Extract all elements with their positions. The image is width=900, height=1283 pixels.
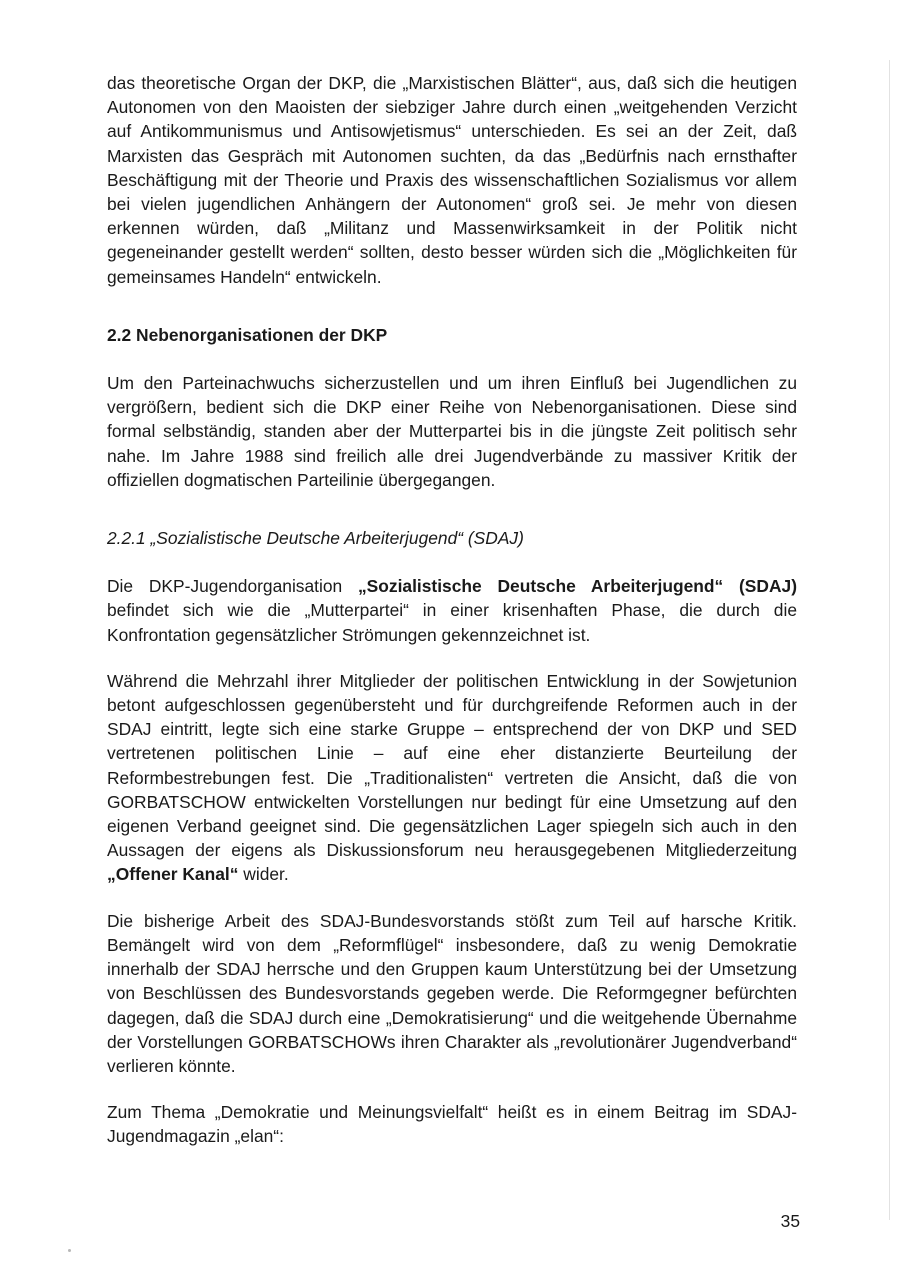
text-segment: Die DKP-Jugendorganisation <box>107 576 358 597</box>
text-segment: Während die Mehrzahl ihrer Mitglieder der politischen Entwicklung in der Sowjetunion betont aufgeschlossen gegenübersteht und für durchgreifende Reformen auch in der SDAJ eintritt, legte sich eine starke Gruppe – entsprechend der von DKP und SED vertretenen politischen Linie – auf eine eher distanzierte Beurteilung der Reformbestrebungen fest. Die „Traditionalisten“ vertreten die Ansicht, daß die von GORBATSCHOW entwickelten Vorstellungen nur bedingt für eine Umsetzung auf den eigenen Verband geeignet sind. Die gegensätzlichen Lager spiegeln sich auch in den Aussagen der eigens als Diskussionsforum neu herausgegebenen Mitgliederzeitung <box>107 670 797 861</box>
paragraph-sdaj-lager <box>107 669 797 887</box>
text-segment: wider. <box>238 864 289 885</box>
paragraph-sdaj-kritik: Die bisherige Arbeit des SDAJ-Bundesvorstands stößt zum Teil auf harsche Kritik. Bemängelt wird von dem „Reformflügel“ insbesondere, daß zu wenig Demokratie innerhalb der SDAJ herrsche und den Gruppen kaum Unterstützung bei der Umsetzung von Beschlüssen des Bundesvorstands gegeben werde. Die Reformgegner befürchten dagegen, daß die SDAJ durch eine „Demokratisierung“ und die weitgehende Übernahme der Vorstellungen GORBATSCHOWs ihren Charakter als „revolutionärer Jugendverband“ verlieren könnte. <box>107 910 797 1076</box>
organisation-name-emphasis: „Sozialistische Deutsche Arbeiterjugend“ (SDAJ) <box>357 576 797 597</box>
paragraph-nebenorganisationen: Um den Parteinachwuchs sicherzustellen und um ihren Einfluß bei Jugendlichen zu vergrößern, bedient sich die DKP einer Reihe von Nebenorganisationen. Diese sind formal selbständig, standen aber der Mutterpartei bis in die jüngste Zeit politisch sehr nahe. Im Jahre 1988 sind freilich alle drei Jugendverbände zu massiver Kritik der offiziellen dogmatischen Parteilinie übergegangen. <box>107 373 797 490</box>
text-segment: befindet sich wie die „Mutterpartei“ in einer krisenhaften Phase, die durch die Konfrontation gegensätzlicher Strömungen gekennzeichnet ist. <box>107 600 797 645</box>
paragraph-sdaj-intro <box>107 574 797 647</box>
newspaper-name-emphasis: „Offener Kanal“ <box>107 864 239 885</box>
page-edge-line <box>889 60 890 1220</box>
paragraph-elan-quote-intro: Zum Thema „Demokratie und Meinungsvielfalt“ heißt es in einem Beitrag im SDAJ-Jugendmagazin „elan“: <box>107 1102 797 1147</box>
section-heading-nebenorganisationen: 2.2 Nebenorganisationen der DKP <box>107 324 388 345</box>
subsection-heading-sdaj: 2.2.1 „Sozialistische Deutsche Arbeiterjugend“ (SDAJ) <box>107 528 524 549</box>
page-body <box>107 71 797 1149</box>
paragraph-marxistische-blaetter: das theoretische Organ der DKP, die „Marxistischen Blätter“, aus, daß sich die heutigen Autonomen von den Maoisten der siebziger Jahre durch einen „weitgehenden Verzicht auf Antikommunismus und Antisowjetismus“ unterschieden. Es sei an der Zeit, daß Marxisten das Gespräch mit Autonomen suchten, da das „Bedürfnis nach ernsthafter Beschäftigung mit der Theorie und Praxis des wissenschaftlichen Sozialismus vor allem bei vielen jugendlichen Anhängern der Autonomen“ groß sei. Je mehr von diesen erkennen würden, daß „Militanz und Massenwirksamkeit in der Politik nicht gegeneinander gestellt werden“ sollten, desto besser würden sich die „Möglichkeiten für gemeinsames Handeln“ entwickeln. <box>107 73 797 287</box>
page-number: 35 <box>780 1211 800 1231</box>
scan-speck <box>68 1249 71 1252</box>
